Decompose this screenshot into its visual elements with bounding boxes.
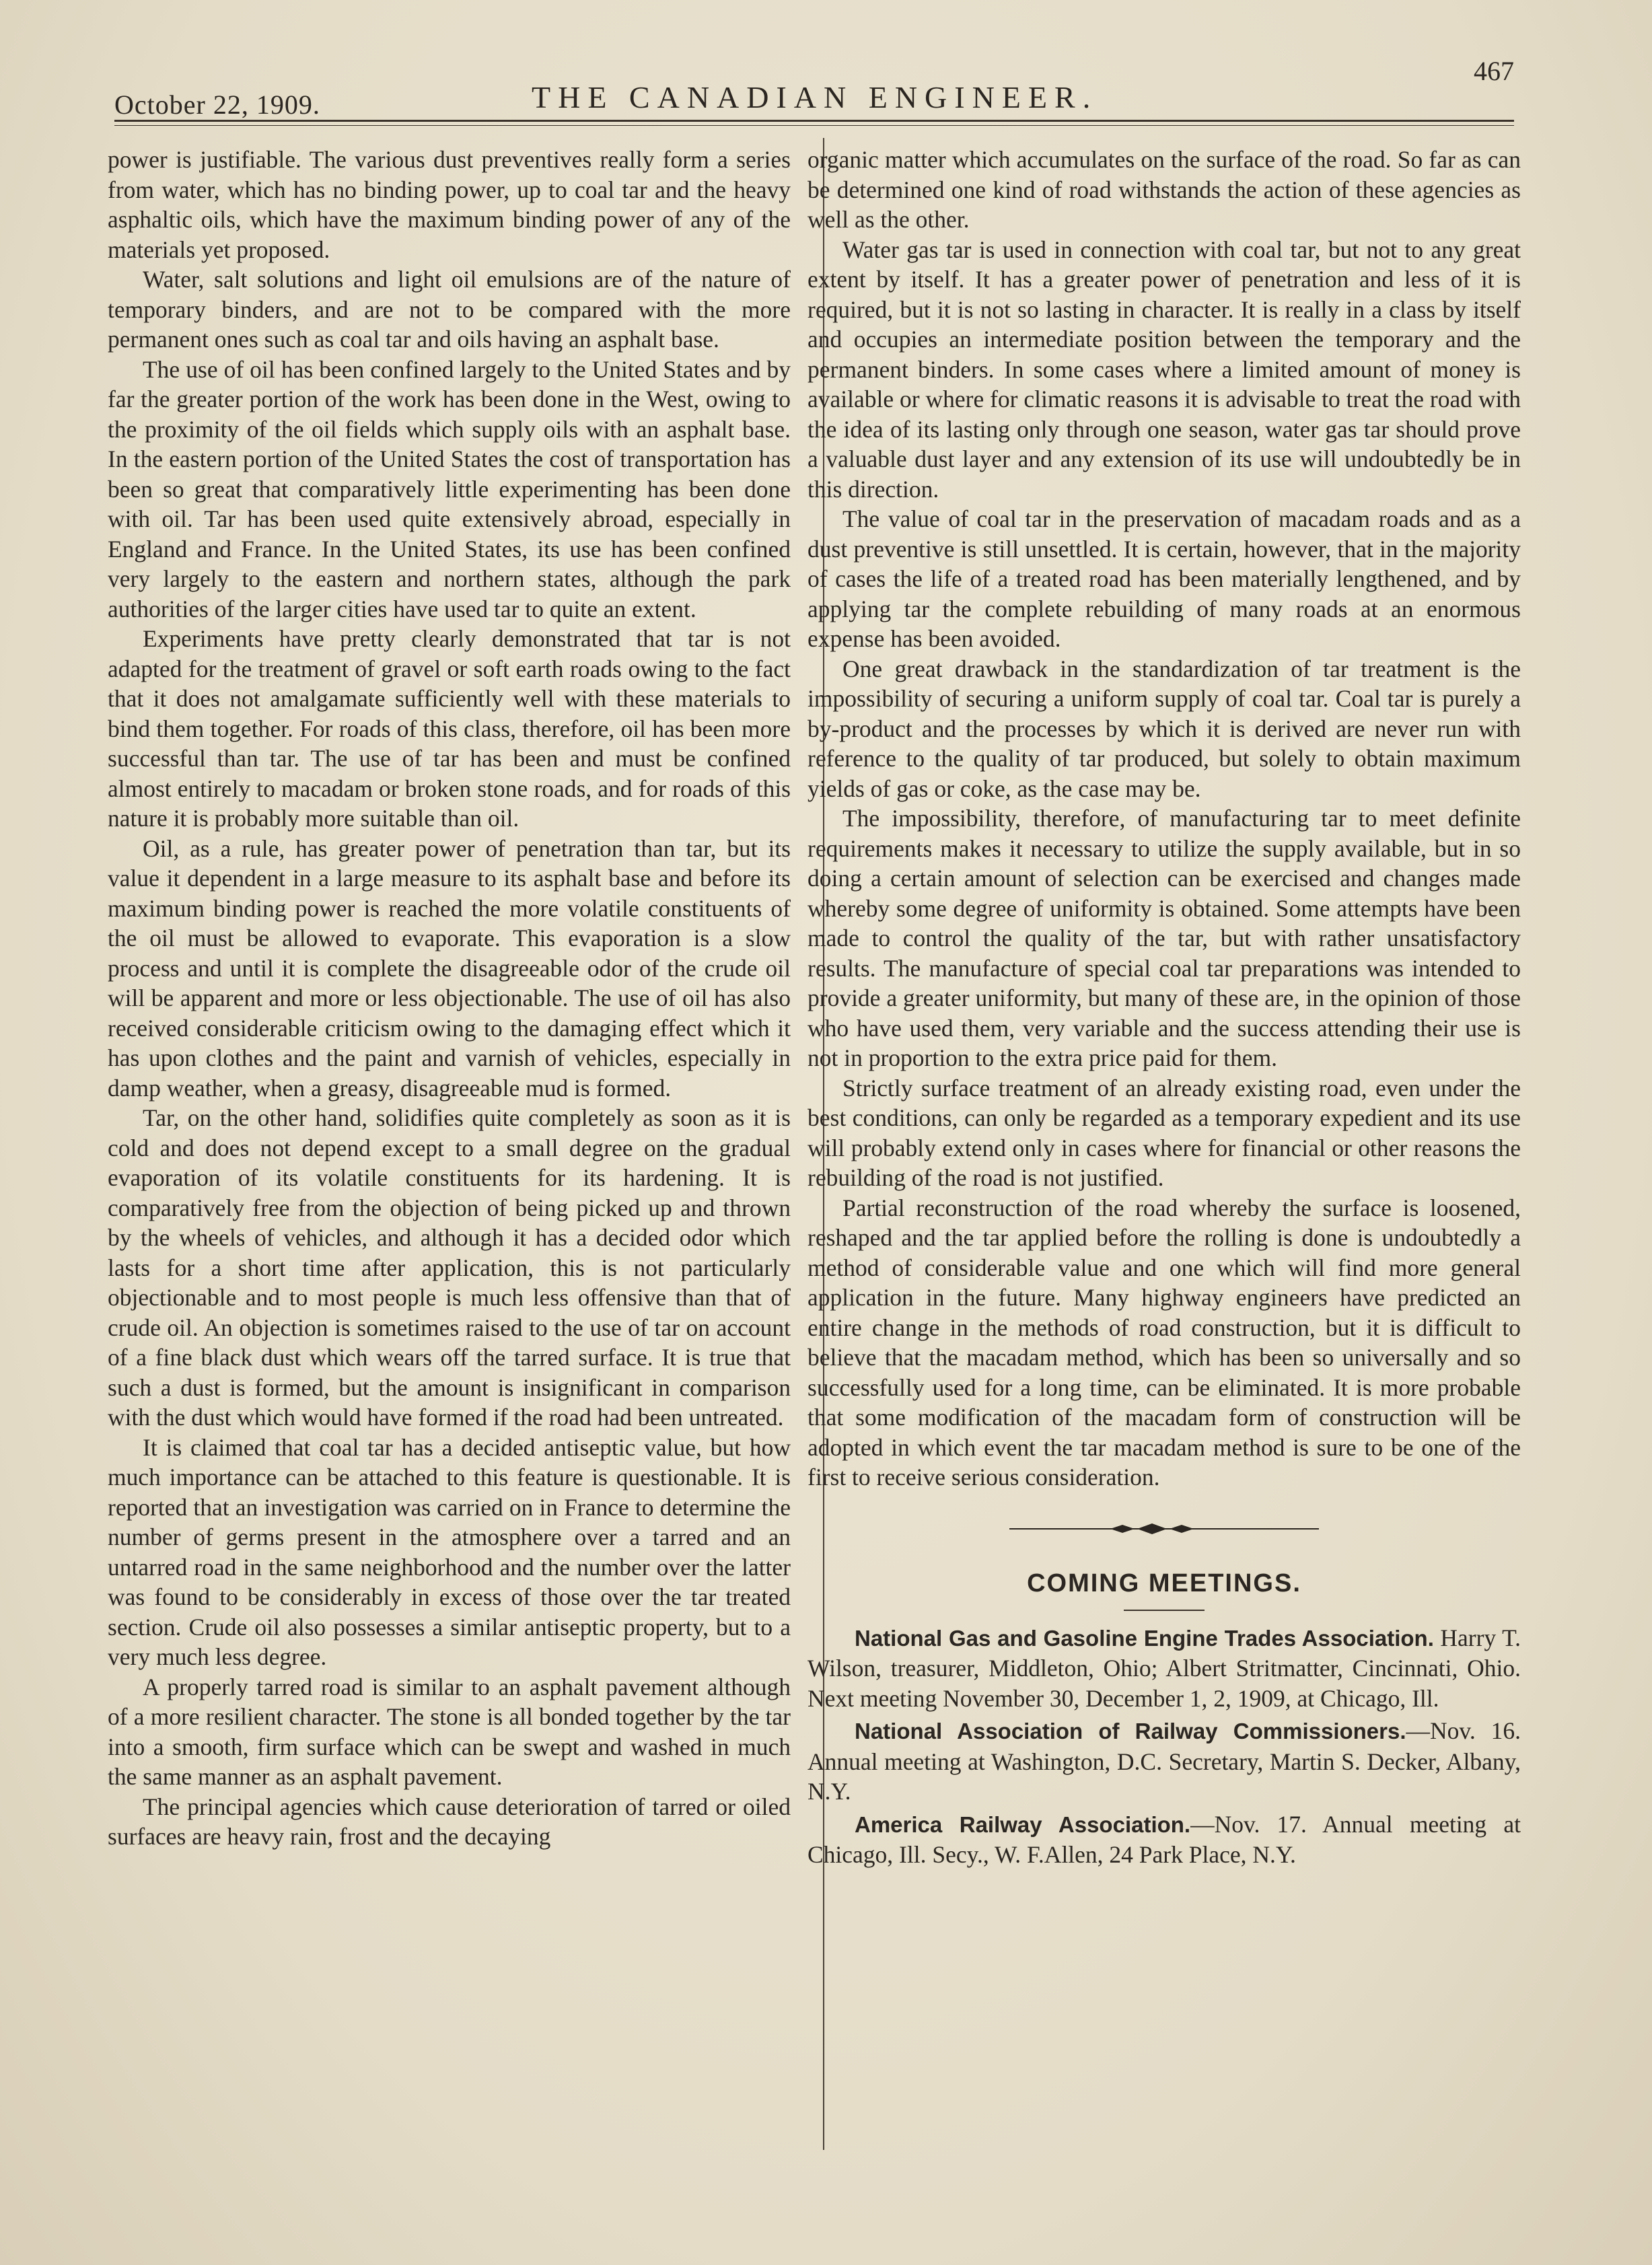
paragraph: The value of coal tar in the preservation of macadam roads and as a dust preventive is still unsettled. It is certain, however, that in the majority of cases the life of a treated road has been materially lengthened, and by applying tar the complete rebuilding of many roads at an enormous expense has been avoided. [807,505,1521,652]
meeting-entry [807,1809,1521,1870]
paragraph: Oil, as a rule, has greater power of penetration than tar, but its value it dependent in a large measure to its asphalt base and before its maximum binding power is reached the more volatile constituents of the oil must be allowed to evaporate. This evaporation is a slow process and until it is complete the disagreeable odor of the crude oil will be apparent and more or less objectionable. The use of oil has also received considerable criticism owing to the damaging effect which it has upon clothes and the paint and varnish of vehicles, especially in damp weather, when a greasy, disagreeable mud is formed. [108,834,791,1102]
header-rule [114,120,1514,122]
meeting-details: —Nov. 17. Annual meeting at Chicago, Ill. Secy., W. F.Allen, 24 Park Place, N.Y. [807,1810,1521,1868]
paragraph: organic matter which accumulates on the surface of the road. So far as can be determined one kind of road withstands the action of these agencies as well as the other. [807,146,1521,233]
paragraph: Water, salt solutions and light oil emulsions are of the nature of temporary binders, and are not to be compared with the more permanent ones such as coal tar and oils having an asphalt base. [108,266,791,353]
heading-rule [1124,1610,1205,1611]
issue-date: October 22, 1909. [114,89,320,120]
paragraph: power is justifiable. The various dust preventives really form a series from water, which has no binding power, up to coal tar and the heavy asphaltic oils, which have the maximum binding power of any of the materials yet proposed. [108,146,791,263]
left-column [108,145,791,1852]
paragraph: A properly tarred road is similar to an asphalt pavement although of a more resilient character. The stone is all bonded together by the tar into a smooth, firm surface which can be swept and washed in much the same manner as an asphalt pavement. [108,1673,791,1790]
coming-meetings-heading: COMING MEETINGS. [1027,1569,1301,1597]
meeting-details: Harry T. Wilson, treasurer, Middleton, Ohio; Albert Stritmatter, Cincinnati, Ohio. Next meeting November 30, December 1, 2, 1909, at Chicago, Ill. [807,1624,1521,1712]
paragraph: Partial reconstruction of the road whereby the surface is loosened, reshaped and the tar applied before the rolling is done is undoubtedly a method of considerable value and one which will find more general application in the future. Many highway engineers have predicted an entire change in the methods of road construction, but it is difficult to believe that the macadam method, which has been so universally and so successfully used for a long time, can be eliminated. It is more probable that some modification of the macadam form of construction will be adopted in which event the tar macadam method is sure to be one of the first to receive serious consideration. [807,1194,1521,1490]
paragraph: Strictly surface treatment of an already existing road, even under the best conditions, can only be regarded as a temporary expedient and its use will probably extend only in cases where for financial or other reasons the rebuilding of the road is not justified. [807,1074,1521,1191]
meeting-org-name: National Association of Railway Commissioners. [855,1719,1406,1743]
journal-title: THE CANADIAN ENGINEER. [532,80,1098,114]
meeting-entry [807,1623,1521,1714]
section-ornament [1009,1515,1319,1542]
paragraph: Tar, on the other hand, solidifies quite completely as soon as it is cold and does not depend except to a small degree on the gradual evaporation of its volatile constituents for its hardening. It is comparatively free from the objection of being picked up and thrown by the wheels of vehicles, and although it has a decided odor which lasts for a short time after application, this is not particularly objectionable and to most people is much less offensive than that of crude oil. An objection is sometimes raised to the use of tar on account of a fine black dust which wears off the tarred surface. It is true that such a dust is formed, but the amount is insignificant in comparison with the dust which would have formed if the road had been untreated. [108,1104,791,1431]
paragraph: The use of oil has been confined largely to the United States and by far the greater portion of the work has been done in the West, owing to the proximity of the oil fields which supply oils with an asphalt base. In the eastern portion of the United States the cost of transportation has been so great that comparatively little experimenting has been done with oil. Tar has been used quite extensively abroad, especially in England and France. In the United States, its use has been confined very largely to the eastern and northern states, although the park authorities of the larger cities have used tar to quite an extent. [108,355,791,622]
right-column [807,145,1521,1870]
page-number: 467 [1474,56,1514,86]
paragraph: Experiments have pretty clearly demonstrated that tar is not adapted for the treatment of gravel or soft earth roads owing to the fact that it does not amalgamate sufficiently well with these materials to bind them together. For roads of this class, therefore, oil has been more successful than tar. The use of tar has been and must be confined almost entirely to macadam or broken stone roads, and for roads of this nature it is probably more suitable than oil. [108,625,791,832]
meeting-entry [807,1716,1521,1807]
paragraph: One great drawback in the standardization of tar treatment is the impossibility of securing a uniform supply of coal tar. Coal tar is purely a by-product and the processes by which it is derived are never run with reference to the quality of tar produced, but solely to obtain maximum yields of gas or coke, as the case may be. [807,655,1521,802]
meeting-org-name: National Gas and Gasoline Engine Trades Association. [855,1625,1434,1651]
paragraph: It is claimed that coal tar has a decided antiseptic value, but how much importance can be attached to this feature is questionable. It is reported that an investigation was carried on in France to determine the number of germs present in the atmosphere over a tarred and an untarred road in the same neighborhood and the number over the latter was found to be considerably in excess of those over the tar treated section. Crude oil also possesses a similar antiseptic property, but to a very much less degree. [108,1433,791,1670]
page-header [114,47,1514,121]
paragraph: The impossibility, therefore, of manufacturing tar to meet definite requirements makes it necessary to utilize the supply available, but in so doing a certain amount of selection can be exercised and changes made whereby some degree of uniformity is obtained. Some attempts have been made to control the quality of the tar, but with rather unsatisfactory results. The manufacture of special coal tar preparations was intended to provide a greater uniformity, but many of these are, in the opinion of those who have used them, very variable and the success attending their use is not in proportion to the extra price paid for them. [807,805,1521,1071]
meeting-org-name: America Railway Association. [855,1811,1191,1837]
header-rule-thin [114,125,1514,126]
paragraph: The principal agencies which cause deterioration of tarred or oiled surfaces are heavy rain, frost and the decaying [108,1793,791,1850]
paragraph: Water gas tar is used in connection with coal tar, but not to any great extent by itself. It has a greater power of penetration and less of it is required, but it is not so lasting in character. It is really in a class by itself and occupies an intermediate position between the temporary and the permanent binders. In some cases where a limited amount of money is available or where for climatic reasons it is advisable to treat the road with the idea of its lasting only through one season, water gas tar should prove a valuable dust layer and any extension of its use will undoubtedly be in this direction. [807,236,1521,503]
meeting-details: —Nov. 16. Annual meeting at Washington, D.C. Secretary, Martin S. Decker, Albany, N.Y. [807,1717,1521,1805]
